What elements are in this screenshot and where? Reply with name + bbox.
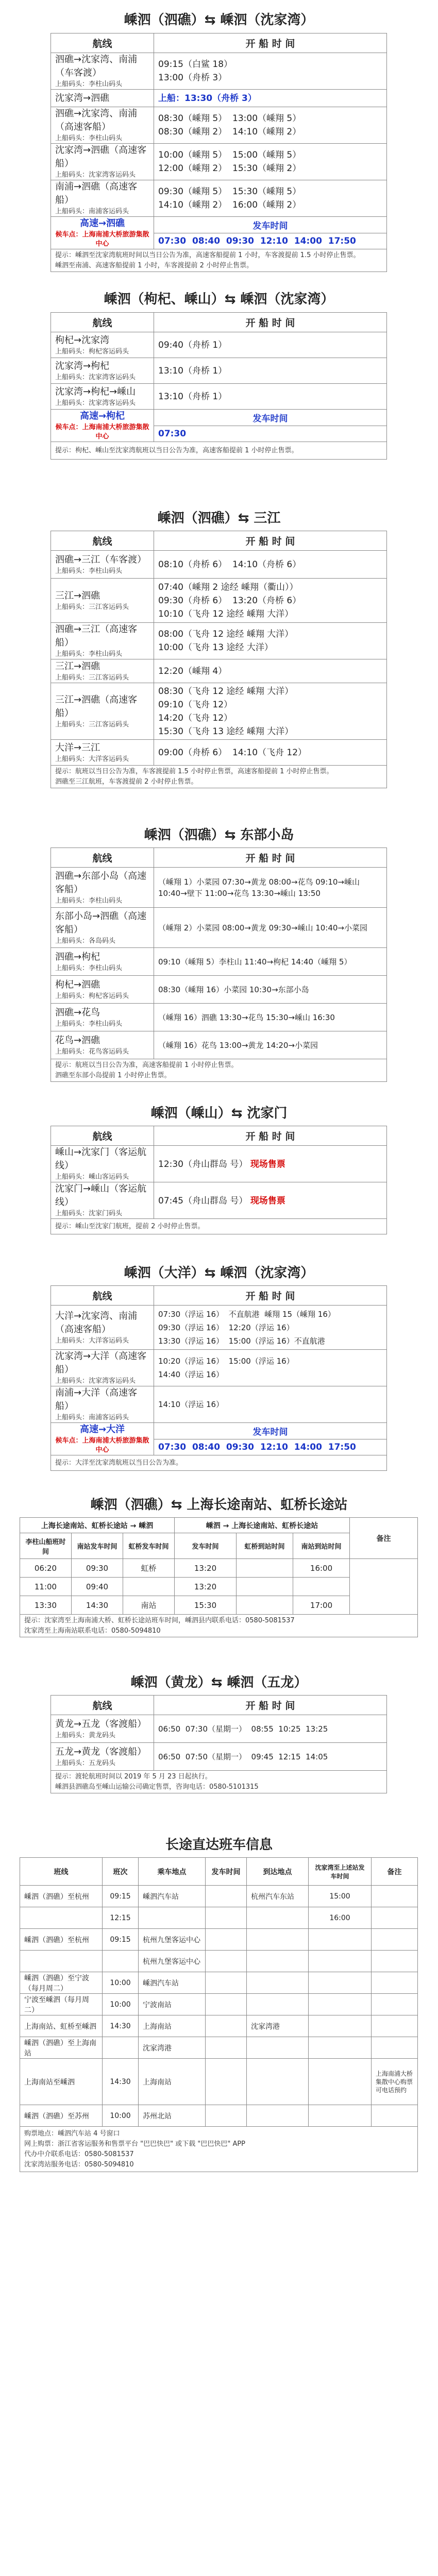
bus-route-cell: 高速→大洋 候车点：上海南浦大桥旅游集散中心: [51, 1423, 154, 1455]
route-cell: 三江→泗礁 上船码头：三江客运码头: [51, 579, 154, 623]
route-cell: 南浦→泗礁（高速客船） 上船码头：南浦客运码头: [51, 180, 154, 217]
route-cell: 黄龙→五龙（客渡船） 上船码头：黄龙码头: [51, 1715, 154, 1743]
col-header-route: 航线: [51, 33, 154, 53]
col-header: 发车时间: [175, 1533, 237, 1559]
times-cell: 12:30（舟山群岛 号） 现场售票: [154, 1146, 387, 1182]
route-cell: 三江→泗礁（高速客船） 上船码头：三江客运码头: [51, 683, 154, 740]
notes-cell: 提示：枸杞、嵊山至沈家湾航班以当日公告为准，高速客船提前 1 小时停止售票。: [51, 442, 387, 460]
times-cell: 上船：13:30（舟桥 3）: [154, 90, 387, 107]
times-cell: 08:10（舟桥 6） 14:10（舟桥 6）: [154, 551, 387, 579]
col-header-route: 航线: [51, 1696, 154, 1715]
section-title: 嵊泗（泗礁）⇆ 东部小岛: [144, 827, 294, 843]
timetable-gouqi-shenjiawan: [50, 312, 387, 460]
col-header: 虹桥到站时间: [237, 1533, 293, 1559]
col-header: 沈家湾至上述站发车时间: [309, 1858, 372, 1886]
route-cell: 大洋→沈家湾、南浦（高速客船） 上船码头：大洋客运码头: [51, 1306, 154, 1350]
notes-cell: 提示：嵊泗至沈家湾航班时间以当日公告为准，高速客船提前 1 小时，车客渡提前 1.5 小时停止售票。 嵊泗至南浦、高速客船提前 1 小时，车客渡提前 2 小时停止售票。: [51, 249, 387, 272]
table-row: 11:00 09:40 13:20: [20, 1578, 418, 1596]
col-header-times: 开 船 时 间: [154, 848, 387, 868]
times-cell: 08:30（嵊翔 5） 13:00（嵊翔 5） 08:30（嵊翔 2） 14:10（嵊翔 2）: [154, 107, 387, 144]
section-title: 嵊泗（嵊山）⇆ 沈家门: [150, 1106, 288, 1121]
table-row: 上海南站至嵊泗 14:30 上海南站 上海南浦大桥集散中心购票可电话预约: [20, 2059, 418, 2105]
route-cell: 泗礁→花鸟 上船码头：李柱山码头: [51, 1004, 154, 1031]
route-cell: 枸杞→泗礁 上船码头：枸杞客运码头: [51, 976, 154, 1004]
route-cell: 花鸟→泗礁 上船码头：花鸟客运码头: [51, 1031, 154, 1059]
times-cell: 08:30（嵊翔 16）小菜园 10:30→东部小岛: [154, 976, 387, 1004]
times-cell: 08:30（飞舟 12 途经 嵊翔 大洋） 09:10（飞舟 12） 14:20（飞舟 12） 15:30（飞舟 13 途经 嵊翔 大洋）: [154, 683, 387, 740]
col-header: 备注: [372, 1858, 418, 1886]
col-header: 南站到站时间: [293, 1533, 350, 1559]
bus-times: 07:30 08:40 09:30 12:10 14:00 17:50: [154, 233, 387, 249]
route-cell: 嵊山→沈家门（客运航线） 上船码头：嵊山客运码头: [51, 1146, 154, 1182]
col-header-route: 航线: [51, 531, 154, 551]
col-header: 南站发车时间: [72, 1533, 123, 1559]
table-row: 宁波至嵊泗（每月周二） 10:00 宁波南站: [20, 1994, 418, 2015]
table-row: 杭州九堡客运中心: [20, 1951, 418, 1972]
timetable-siqiao-shenjiawan: [50, 33, 387, 272]
timetable-sanjiang: [50, 531, 387, 788]
times-cell: 09:10（嵊翔 5）李柱山 11:40→枸杞 14:40（嵊翔 5）: [154, 948, 387, 976]
notes-cell: 提示：大洋至沈家湾航班以当日公告为准。: [51, 1455, 387, 1471]
route-cell: 沈家门→嵊山（客运航线） 上船码头：沈家门码头: [51, 1182, 154, 1219]
col-header: 发车时间: [206, 1858, 247, 1886]
timetable-longbus: [20, 1857, 418, 2172]
notes-cell: 提示：航班以当日公告为准，车客渡提前 1.5 小时停止售票，高速客船提前 1 小时停止售票。 泗礁至三江航班，车客渡提前 2 小时停止售票。: [51, 766, 387, 788]
route-cell: 枸杞→沈家湾 上船码头：枸杞客运码头: [51, 332, 154, 358]
remark-cell: [350, 1559, 418, 1615]
bus-label: 发车时间: [154, 410, 387, 426]
times-cell: 06:50 07:50（星期一） 09:45 12:15 14:05: [154, 1743, 387, 1771]
col-header-group: 上海长途南站、虹桥长途站 → 嵊泗: [20, 1518, 175, 1533]
times-cell: 09:15（白鲨 18） 13:00（舟桥 3）: [154, 53, 387, 90]
bus-label: 发车时间: [154, 1423, 387, 1439]
times-cell: （嵊翔 16）泗礁 13:30→花鸟 15:30→嵊山 16:30: [154, 1004, 387, 1031]
section-title: 长途直达班车信息: [165, 1837, 273, 1853]
col-header-times: 开 船 时 间: [154, 313, 387, 332]
route-cell: 五龙→黄龙（客渡船） 上船码头：五龙码头: [51, 1743, 154, 1771]
status-badge: 现场售票: [250, 1196, 285, 1206]
times-cell: 12:20（嵊翔 4）: [154, 659, 387, 683]
times-cell: 09:40（舟桥 1）: [154, 332, 387, 358]
bus-route-cell: 高速→枸杞 候车点：上海南浦大桥旅游集散中心: [51, 410, 154, 442]
times-cell: 10:20（浮运 16） 15:00（浮运 16） 14:40（浮运 16）: [154, 1350, 387, 1386]
timetable-shanghai: [20, 1517, 418, 1637]
times-cell: 10:00（嵊翔 5） 15:00（嵊翔 5） 12:00（嵊翔 2） 15:30（嵊翔 2）: [154, 144, 387, 180]
col-header-times: 开 船 时 间: [154, 1126, 387, 1146]
timetable-huanglong: [50, 1695, 387, 1793]
col-header-route: 航线: [51, 848, 154, 868]
bus-route-cell: 高速→泗礁 候车点：上海南浦大桥旅游集散中心: [51, 217, 154, 249]
table-row: 嵊泗（泗礁）至上海南站 沈家湾港: [20, 2037, 418, 2059]
route-cell: 南浦→大洋（高速客船） 上船码头：南浦客运码头: [51, 1386, 154, 1423]
times-cell: 06:50 07:30（星期一） 08:55 10:25 13:25: [154, 1715, 387, 1743]
route-cell: 沈家湾→大洋（高速客船） 上船码头：沈家湾客运码头: [51, 1350, 154, 1386]
col-header: 班线: [20, 1858, 103, 1886]
table-row: 嵊泗（泗礁）至宁波（每月周二） 10:00 嵊泗汽车站: [20, 1972, 418, 1994]
route-cell: 泗礁→三江（高速客船） 上船码头：李柱山码头: [51, 623, 154, 659]
notes-cell: 提示：渡轮航班时间以 2019 年 5 月 23 日起执行。 嵊泗县泗礁岛至嵊山运输公司确定售票，咨询电话：0580-5101315: [51, 1771, 387, 1793]
bus-times: 07:30: [154, 426, 387, 442]
route-cell: 泗礁→三江（车客渡） 上船码头：李柱山码头: [51, 551, 154, 579]
route-cell: 沈家湾→枸杞→嵊山 上船码头：沈家湾客运码头: [51, 384, 154, 410]
notes-cell: 提示：航班以当日公告为准，高速客船提前 1 小时停止售票。 泗礁至东部小岛提前 1 小时停止售票。: [51, 1059, 387, 1082]
table-row: 嵊泗（泗礁）至杭州 09:15 杭州九堡客运中心: [20, 1929, 418, 1951]
times-cell: 13:10（舟桥 1）: [154, 358, 387, 384]
times-cell: 07:40（嵊翔 2 途经 嵊翔（衢山）） 09:30（舟桥 6） 13:20（舟桥 6） 10:10（飞舟 12 途经 嵊翔 大洋）: [154, 579, 387, 623]
route-cell: 泗礁→沈家湾、南浦（车客渡） 上船码头：李柱山码头: [51, 53, 154, 90]
col-header: 乘车地点: [139, 1858, 206, 1886]
times-cell: （嵊翔 1）小菜园 07:30→黄龙 08:00→花鸟 09:10→嵊山 10:40→壁下 11:00→花鸟 13:30→嵊山 13:50: [154, 868, 387, 908]
table-row: 12:15 16:00: [20, 1907, 418, 1929]
bus-times: 07:30 08:40 09:30 12:10 14:00 17:50: [154, 1439, 387, 1455]
times-cell: 07:45（舟山群岛 号） 现场售票: [154, 1182, 387, 1219]
bus-label: 发车时间: [154, 217, 387, 233]
notes-cell: 购票地点：嵊泗汽车站 4 号窗口 网上购票：浙江省客运服务和售票平台 "巴巴快巴" 或下载 "巴巴快巴" APP 代办中介联系电话：0580-5081537 沈家湾站服务电话：0580-5094810: [20, 2127, 418, 2172]
times-cell: 09:00（舟桥 6） 14:10（飞舟 12）: [154, 740, 387, 766]
section-title: 嵊泗（泗礁）⇆ 三江: [157, 511, 281, 526]
route-cell: 泗礁→沈家湾、南浦（高速客船） 上船码头：李柱山码头: [51, 107, 154, 144]
section-title: 嵊泗（黄龙）⇆ 嵊泗（五龙）: [130, 1675, 308, 1690]
times-cell: 13:10（舟桥 1）: [154, 384, 387, 410]
notes-cell: 提示：沈家湾至上海南浦大桥、虹桥长途站班车时间，嵊泗县内联系电话：0580-5081537 沈家湾至上海南站联系电话：0580-5094810: [20, 1615, 418, 1637]
col-header-times: 开 船 时 间: [154, 531, 387, 551]
section-title: 嵊泗（大洋）⇆ 嵊泗（沈家湾）: [124, 1265, 314, 1281]
timetable-shenjiamen: [50, 1126, 387, 1234]
times-cell: 14:10（浮运 16）: [154, 1386, 387, 1423]
route-cell: 沈家湾→泗礁: [51, 90, 154, 107]
col-header-times: 开 船 时 间: [154, 33, 387, 53]
col-header: 李柱山船班时间: [20, 1533, 72, 1559]
times-cell: 07:30（浮运 16） 不直航港 嵊翔 15（嵊翔 16） 09:30（浮运 16） 12:20（浮运 16） 13:30（浮运 16） 15:00（浮运 16）不直航港: [154, 1306, 387, 1350]
table-row: 上海南站、虹桥至嵊泗 14:30 上海南站 沈家湾港: [20, 2015, 418, 2037]
route-cell: 三江→泗礁 上船码头：三江客运码头: [51, 659, 154, 683]
table-row: 嵊泗（泗礁）至杭州 09:15 嵊泗汽车站 杭州汽车东站 15:00: [20, 1886, 418, 1907]
col-header-times: 开 船 时 间: [154, 1286, 387, 1306]
section-title: 嵊泗（泗礁）⇆ 上海长途南站、虹桥长途站: [90, 1497, 348, 1513]
col-header-group: 嵊泗 → 上海长途南站、虹桥长途站: [175, 1518, 350, 1533]
col-header: 到达地点: [247, 1858, 309, 1886]
route-cell: 泗礁→枸杞 上船码头：李柱山码头: [51, 948, 154, 976]
col-header: 班次: [103, 1858, 139, 1886]
route-cell: 大洋→三江 上船码头：大洋客运码头: [51, 740, 154, 766]
route-cell: 沈家湾→泗礁（高速客船） 上船码头：沈家湾客运码头: [51, 144, 154, 180]
route-cell: 泗礁→东部小岛（高速客船） 上船码头：李柱山码头: [51, 868, 154, 908]
col-header-route: 航线: [51, 1286, 154, 1306]
notes-cell: 提示：嵊山至沈家门航班，提前 2 小时停止售票。: [51, 1219, 387, 1234]
section-title: 嵊泗（枸杞、嵊山）⇆ 嵊泗（沈家湾）: [104, 292, 334, 307]
times-cell: （嵊翔 16）花鸟 13:00→黄龙 14:20→小菜园: [154, 1031, 387, 1059]
status-badge: 现场售票: [250, 1159, 285, 1170]
col-header-times: 开 船 时 间: [154, 1696, 387, 1715]
times-cell: （嵊翔 2）小菜园 08:00→黄龙 09:30→嵊山 10:40→小菜园: [154, 908, 387, 948]
col-header: 虹桥发车时间: [123, 1533, 175, 1559]
col-header-route: 航线: [51, 313, 154, 332]
times-cell: 08:00（飞舟 12 途经 嵊翔 大洋） 10:00（飞舟 13 途经 大洋）: [154, 623, 387, 659]
timetable-dongbu: [50, 848, 387, 1082]
table-row: 06:20 09:30 虹桥 13:20 16:00: [20, 1559, 418, 1578]
times-cell: 09:30（嵊翔 5） 15:30（嵊翔 5） 14:10（嵊翔 2） 16:00（嵊翔 2）: [154, 180, 387, 217]
col-header: 备注: [350, 1518, 418, 1559]
timetable-dayang: [50, 1285, 387, 1471]
route-cell: 沈家湾→枸杞 上船码头：沈家湾客运码头: [51, 358, 154, 384]
route-cell: 东部小岛→泗礁（高速客船） 上船码头：各岛码头: [51, 908, 154, 948]
table-row: 13:30 14:30 南站 15:30 17:00: [20, 1596, 418, 1615]
section-title: 嵊泗（泗礁）⇆ 嵊泗（沈家湾）: [124, 12, 314, 28]
col-header-route: 航线: [51, 1126, 154, 1146]
table-row: 嵊泗（泗礁）至苏州 10:00 苏州北站: [20, 2105, 418, 2127]
